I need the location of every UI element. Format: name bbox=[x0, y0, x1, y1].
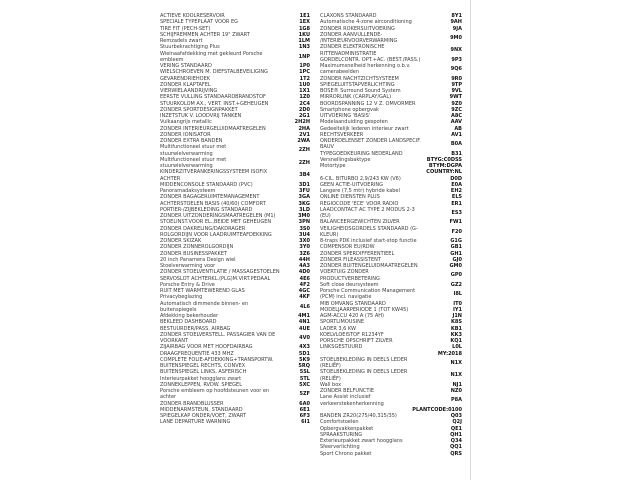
option-code: 4M1 bbox=[298, 313, 310, 319]
option-code: Q03 bbox=[450, 413, 462, 419]
option-description: INZETSTUK V. LOODVRIJ TANKEN bbox=[160, 113, 242, 119]
option-code: N1X bbox=[450, 372, 462, 379]
option-code: 2V1 bbox=[299, 131, 310, 138]
option-description: 8-traps PDK inclusief start-stop functie bbox=[320, 238, 417, 244]
option-description: AGM-ACCU 420 A (75 AH) bbox=[320, 313, 384, 319]
option-code: 1U0 bbox=[298, 81, 310, 88]
option-description: KOELVLOEISTOF R1234YF bbox=[320, 331, 384, 338]
equipment-row bbox=[160, 157, 310, 170]
option-description: ZONDER DAKRELING/DAKDRAGER bbox=[160, 225, 246, 232]
option-code: GH1 bbox=[450, 250, 462, 257]
option-description: ZONDER KLAPTAFEL bbox=[160, 81, 211, 88]
option-description: VEILIGHEIDSGORDELS STANDAARD (G-KLEUR) bbox=[320, 225, 418, 238]
option-code: EL5 bbox=[451, 194, 462, 201]
option-description: Comfortstoelen bbox=[320, 419, 359, 426]
option-code: GJ0 bbox=[452, 256, 462, 263]
option-code: ES3 bbox=[451, 209, 462, 216]
option-description: ZONDER UITZONDERINGSMAATREGELEN (M1) bbox=[160, 213, 276, 219]
option-description: WIELSCHROEVEN M. DIEFSTALBEVEILIGING bbox=[160, 69, 268, 76]
option-code: 1NP bbox=[298, 53, 310, 60]
option-code: F20 bbox=[451, 228, 462, 235]
page-edge-divider bbox=[470, 0, 471, 480]
option-description: ZONDER ROKERSUITVOERING bbox=[320, 25, 395, 32]
option-description: Porsche Entry & Drive bbox=[160, 281, 215, 288]
option-code: 3U4 bbox=[298, 231, 310, 238]
option-code: E0A bbox=[451, 181, 462, 188]
option-description: Soft close deursysteem bbox=[320, 281, 379, 288]
option-code: J1N bbox=[452, 313, 462, 319]
option-description: ZONDER EXTRA BANDEN bbox=[160, 138, 223, 144]
option-code: 1LM bbox=[298, 38, 310, 44]
option-description: BALANCEERGEWICHTEN ZILVER bbox=[320, 219, 400, 226]
option-code: QE1 bbox=[450, 425, 462, 432]
option-code: GP0 bbox=[450, 272, 462, 279]
option-description: VERING STANDAARD bbox=[160, 63, 212, 69]
option-code: 1PC bbox=[299, 69, 310, 76]
option-description: Panoramadaksysteem bbox=[160, 188, 216, 194]
option-description: MODELJAARPERIODE 1 (TOT KW45) bbox=[320, 306, 409, 313]
option-description: GEEN ACTIE-UITVOERING bbox=[320, 181, 384, 188]
option-description: ZONDER FILEASSISTENT bbox=[320, 256, 381, 263]
option-code: MY:2018 bbox=[437, 350, 462, 357]
option-description: Gedeeltelijk lederen interieur zwart bbox=[320, 125, 409, 132]
option-code: A8C bbox=[450, 113, 462, 119]
option-code: COUNTRY:NL bbox=[426, 169, 462, 176]
option-description: Versnellingsbaktype bbox=[320, 156, 371, 163]
option-description: STOELINST.VOOR EL.,BEIDE MET GEHEUGEN bbox=[160, 219, 272, 226]
option-description: ZONDER INTERIEURGELUIDMAATREGELEN bbox=[160, 125, 266, 132]
option-code: 9AH bbox=[450, 19, 462, 26]
option-code: 3FU bbox=[299, 188, 310, 194]
option-description: ZIJAIRBAG VOOR MET HOOFDAIRBAG bbox=[160, 344, 253, 351]
option-code: 4E6 bbox=[299, 275, 310, 282]
option-description: SCHIJFREMMEN ACHTER 19" ZWART bbox=[160, 31, 250, 38]
option-code: G1G bbox=[450, 238, 462, 244]
option-description: Stoelverwarming voor bbox=[160, 263, 216, 269]
option-code: 5K9 bbox=[299, 356, 310, 363]
option-code: 2D0 bbox=[298, 106, 310, 113]
option-code: IY1 bbox=[453, 306, 462, 313]
option-code: 5RQ bbox=[298, 363, 310, 369]
option-description: Lane Assist inclusief verkeerstekenherkenning bbox=[320, 394, 384, 407]
option-code: Q34 bbox=[450, 438, 462, 444]
option-description: LINKSGESTUURD bbox=[320, 344, 363, 351]
option-description: ACTIEVE KOOLRESERVOIR bbox=[160, 13, 225, 19]
equipment-row bbox=[320, 63, 462, 76]
option-description: KINDERZITVERANKERINGSSYSTEEM ISOFIX ACHTER bbox=[160, 169, 268, 182]
option-description: ZONNEKLEPPEN, RVDW. SPIEGEL bbox=[160, 381, 242, 388]
option-description: BANDEN ZR20(275/40,315/35) bbox=[320, 413, 397, 419]
option-code: 2ZH bbox=[298, 147, 310, 154]
option-code: 4N1 bbox=[298, 319, 310, 326]
option-code: 5SL bbox=[299, 369, 310, 376]
option-description: Maximumsnelheid herkenning o.b.v. camerabeelden bbox=[320, 63, 411, 76]
option-code: 1Z0 bbox=[299, 94, 310, 101]
option-description: ZONDER NACHTZICHTSYSTEEM bbox=[320, 75, 399, 82]
option-code: GZ2 bbox=[450, 281, 462, 288]
equipment-row bbox=[160, 169, 310, 182]
option-description: STOELBEKLEDING IN DEELS LEDER (RELIËF) bbox=[320, 356, 408, 369]
option-description: GEVARENDRIEHOEK bbox=[160, 75, 211, 82]
option-code: GB1 bbox=[450, 244, 462, 251]
option-code: 1E1 bbox=[299, 13, 310, 19]
option-description: Afdekking bekerhouder bbox=[160, 313, 219, 319]
option-code: 4UE bbox=[299, 325, 310, 332]
option-code: D0D bbox=[450, 175, 462, 182]
option-description: Sport Chrono pakket bbox=[320, 450, 372, 457]
equipment-row bbox=[320, 357, 462, 370]
option-description: PORTIER-/ZIJBEKLEDING STANDAARD bbox=[160, 206, 253, 213]
option-code: ER1 bbox=[451, 200, 462, 207]
option-description: RECHTSVERKEER bbox=[320, 131, 364, 138]
option-code: 5TL bbox=[299, 375, 310, 382]
option-code: 3D1 bbox=[298, 181, 310, 188]
option-description: ONLINE DIENSTEN PLUS bbox=[320, 194, 380, 201]
option-code: 4A3 bbox=[299, 263, 310, 269]
option-code: B31 bbox=[451, 150, 462, 157]
option-description: COMPENSOR EU/RDW bbox=[320, 244, 375, 251]
option-code: KB1 bbox=[450, 325, 462, 332]
option-description: MIB OMVANG STANDAARD bbox=[320, 300, 386, 307]
option-code: 1P0 bbox=[299, 63, 310, 69]
option-code: K8S bbox=[451, 319, 462, 326]
option-description: EERSTE VULLING STANDAARDBRANDSTOF bbox=[160, 94, 266, 101]
option-description: BUITENSPIEGEL LINKS, ASFERISCH bbox=[160, 369, 247, 376]
option-code: N1X bbox=[450, 359, 462, 366]
option-description: ZONDER BUSINESSPAKKET bbox=[160, 250, 228, 257]
option-description: Automatisch dimmende binnen- en buitenspiegels bbox=[160, 300, 249, 313]
option-code: 3B4 bbox=[299, 172, 310, 179]
option-code: 5D1 bbox=[298, 350, 310, 357]
option-description: Multifunctioneel stuur met stuurwielverwarming bbox=[160, 156, 227, 169]
option-description: Exterieurpakket zwart hoogglans bbox=[320, 438, 403, 444]
equipment-row bbox=[320, 226, 462, 239]
option-code: 6A0 bbox=[299, 400, 310, 407]
equipment-row bbox=[320, 269, 462, 282]
option-description: ZONDER ELEKTRONISCHE RITTENADMINISTRATIE bbox=[320, 44, 385, 57]
option-code: 9WT bbox=[449, 94, 462, 101]
option-code: 4KF bbox=[299, 294, 310, 301]
option-description: ZONDER STOELVERSTELL. PASSAGIER VAN DE VOORKANT bbox=[160, 331, 276, 344]
option-code: PLANTCODE:0100 bbox=[412, 406, 462, 413]
option-code: 3Z6 bbox=[299, 250, 310, 257]
option-code: 3X0 bbox=[299, 238, 310, 244]
option-description: RUIT MET WARMTEWEREND GLAS bbox=[160, 288, 245, 294]
option-code: QRS bbox=[450, 450, 462, 457]
equipment-row bbox=[320, 138, 462, 151]
vehicle-equipment-list bbox=[160, 13, 462, 457]
option-description: LADER 3,6 KW bbox=[320, 325, 356, 332]
equipment-row bbox=[320, 44, 462, 57]
option-code: AAV bbox=[450, 119, 462, 126]
equipment-row bbox=[320, 207, 462, 220]
equipment-row bbox=[320, 369, 462, 382]
option-code: 5ZF bbox=[299, 391, 310, 398]
option-code: KQ1 bbox=[450, 338, 462, 344]
option-code: 9Z0 bbox=[451, 100, 462, 107]
option-code: 3KG bbox=[298, 200, 310, 207]
option-description: Wall box bbox=[320, 381, 342, 388]
option-code: NZ0 bbox=[450, 388, 462, 394]
option-description: CLAXONS STANDAARD bbox=[320, 13, 377, 19]
option-code: 1T2 bbox=[299, 75, 310, 82]
option-code: 2G1 bbox=[298, 113, 310, 119]
option-code: 4X3 bbox=[299, 344, 310, 351]
option-code: 9TP bbox=[451, 81, 462, 88]
equipment-column-right bbox=[320, 13, 462, 457]
option-code: 4GC bbox=[298, 288, 310, 294]
equipment-row bbox=[160, 419, 310, 425]
option-description: Interieurpakket hoogglans zwart bbox=[160, 375, 242, 382]
option-description: Opbergvakkenpakket bbox=[320, 425, 374, 432]
equipment-row bbox=[160, 144, 310, 157]
option-description: Smartphone opbergvak bbox=[320, 106, 379, 113]
option-code: 4V0 bbox=[299, 334, 310, 341]
equipment-row bbox=[320, 451, 462, 457]
option-code: 2C4 bbox=[299, 100, 310, 107]
option-code: 6I1 bbox=[301, 419, 310, 426]
option-description: Sfeerverlichting bbox=[320, 444, 360, 451]
option-description: ZONDER BELFUNCTIE bbox=[320, 388, 375, 394]
option-code: 44H bbox=[298, 256, 310, 263]
option-description: ZONDER STOELVENTILATIE / MASSAGESTOELEN bbox=[160, 269, 280, 276]
option-description: COMPLETE FOLIE-AFDEKKING+TRANSPORTW. bbox=[160, 356, 274, 363]
option-description: SPIEGELKAP ONDER/VOET, ZWART bbox=[160, 413, 247, 419]
option-description: STUURKOLOM AX., VERT. INST.+GEHEUGEN bbox=[160, 100, 269, 107]
option-code: 4F2 bbox=[299, 281, 310, 288]
option-description: STOELBEKLEDING IN DEELS LEDER (RELIËF) bbox=[320, 369, 408, 382]
option-code: 9ZC bbox=[451, 106, 462, 113]
option-code: EH2 bbox=[450, 188, 462, 194]
option-code: 2WA bbox=[297, 138, 310, 144]
equipment-row bbox=[160, 51, 310, 64]
option-code: 3GA bbox=[298, 194, 310, 201]
option-code: 2H2H bbox=[294, 119, 310, 126]
option-description: MIDDENARMSTEUN, STANDAARD bbox=[160, 406, 243, 413]
option-description: DRAAGFREQUENTIE 433 MHZ bbox=[160, 350, 234, 357]
option-description: Multifunctioneel stuur met stuurwielverwarming bbox=[160, 144, 227, 157]
option-description: ZONDER BRANDBLUSSER bbox=[160, 400, 224, 407]
option-description: VOERTUIG ZONDER PRODUCTVERBETERING bbox=[320, 269, 380, 282]
option-description: SPECIALE TYPEPLAAT VOOR EG bbox=[160, 19, 239, 26]
option-description: SPORTLIMOUSINE bbox=[320, 319, 365, 326]
option-code: QQ1 bbox=[450, 444, 462, 451]
option-description: SERVOSLOT ACHTERKL.(PLG)M.VIRT.PEDAAL bbox=[160, 275, 271, 282]
option-code: QH1 bbox=[450, 431, 462, 438]
option-description: LANE DEPARTURE WARNING bbox=[160, 419, 231, 426]
option-description: Motortype bbox=[320, 163, 346, 169]
option-code: BTYG:C0DSS bbox=[426, 156, 462, 163]
option-description: Stuurbekrachtiging Plus bbox=[160, 44, 220, 51]
option-description: Privacybeglazing bbox=[160, 294, 203, 301]
option-code: 1KU bbox=[298, 31, 310, 38]
option-code: 3M0 bbox=[298, 213, 310, 219]
equipment-row bbox=[160, 332, 310, 345]
option-description: ZONDER BUITENGELUIDMAATREGELEN bbox=[320, 263, 418, 269]
option-code: AB bbox=[454, 125, 462, 132]
option-code: 9M0 bbox=[450, 34, 462, 41]
option-code: IT0 bbox=[453, 300, 462, 307]
option-code: 6F3 bbox=[299, 413, 310, 419]
option-description: BEKLEED DASHBOARD bbox=[160, 319, 217, 326]
option-description: BOORDSPANNING 12 V Z. OMVORMER bbox=[320, 100, 416, 107]
option-description: SPRAAKSTURING bbox=[320, 431, 363, 438]
option-description: ZONDER BAGAGERUIMTEMANAGEMENT bbox=[160, 194, 260, 201]
option-code: 8Y1 bbox=[451, 13, 462, 19]
option-description: Automatische 4-zone airconditioning bbox=[320, 19, 412, 26]
option-description: SPIEGELUITSTAPVERLICHTING bbox=[320, 81, 395, 88]
option-description: ACHTERSTOELEN BASIS (40/60) COMFORT bbox=[160, 200, 266, 207]
option-code: 4L6 bbox=[299, 303, 310, 310]
option-code: 9Q6 bbox=[450, 66, 462, 73]
option-code: 9P3 bbox=[451, 56, 462, 63]
option-description: ROLGORDIJN VOOR LAADRUIMTEAFDEKKING bbox=[160, 231, 272, 238]
option-description: ZONDER IONISATOR bbox=[160, 131, 211, 138]
option-description: ONDERDELENSET ZONDER LANDSPECIF. BAUV bbox=[320, 138, 421, 151]
option-description: GORDELCONTR. OPT.+AC. (BEST./PASS.) bbox=[320, 56, 421, 63]
option-code: NJ1 bbox=[452, 381, 462, 388]
option-description: ZONDER ZONNEROLGORDIJN bbox=[160, 244, 234, 251]
equipment-row bbox=[320, 288, 462, 301]
option-code: FW1 bbox=[449, 219, 462, 226]
option-code: 3LD bbox=[299, 206, 310, 213]
equipment-row bbox=[160, 301, 310, 314]
option-description: BOSE® Surround Sound System bbox=[320, 88, 401, 94]
option-description: 6-CIL. BITURBO 2,9/243 KW (V6) bbox=[320, 175, 401, 182]
option-code: 3Y0 bbox=[299, 244, 310, 251]
option-description: Langere (7,5 mtr) hybride kabel bbox=[320, 188, 400, 194]
option-description: Vulkaangrijs metallic bbox=[160, 119, 212, 126]
option-code: 9NX bbox=[450, 47, 462, 54]
option-code: Q2J bbox=[452, 419, 462, 426]
option-description: ZONDER AANVULLENDE- /INTERIEURVOORVERWARMING bbox=[320, 31, 398, 44]
option-code: 1N3 bbox=[298, 44, 310, 51]
option-code: I8L bbox=[453, 291, 462, 298]
option-code: B0A bbox=[450, 141, 462, 148]
option-code: 3PN bbox=[298, 219, 310, 226]
option-code: L0L bbox=[452, 344, 462, 351]
option-description: ZONDER SPERDIFFERENTIEEL bbox=[320, 250, 395, 257]
option-description: TYPEGOEDKEURING NEDERLAND bbox=[320, 150, 403, 157]
option-code: 6E1 bbox=[299, 406, 310, 413]
option-description: MIDDENCONSOLE STANDAARD (PVC) bbox=[160, 181, 253, 188]
option-code: 2HA bbox=[298, 125, 310, 132]
equipment-row bbox=[160, 388, 310, 401]
option-code: 1EX bbox=[299, 19, 310, 26]
option-description: Remzadels zwart bbox=[160, 38, 203, 44]
option-code: BTYM:DGPA bbox=[428, 163, 462, 169]
option-code: 9JA bbox=[452, 25, 462, 32]
option-code: 4D0 bbox=[298, 269, 310, 276]
option-code: 3S0 bbox=[299, 225, 310, 232]
option-description: BESTUURDER/PASS. AIRBAG bbox=[160, 325, 231, 332]
option-description: VIERWIELAANDRIJVING bbox=[160, 88, 218, 94]
option-code: P8A bbox=[450, 397, 462, 404]
option-description: ZONDER SPORTDESIGNPAKKET bbox=[160, 106, 238, 113]
option-description: LAADCONTACT AC TYPE 2 MODUS 2-3 (EU) bbox=[320, 206, 415, 219]
option-description: Modelaanduiding gespoten bbox=[320, 119, 388, 126]
option-description: Porsche embleem op hoofdsteunen voor en achter bbox=[160, 388, 270, 401]
option-code: 9R0 bbox=[451, 75, 462, 82]
option-description: Wielnaafafdekking met gekleurd Porsche embleem bbox=[160, 50, 263, 63]
option-description: TIRE FIT (PECH-SET) bbox=[160, 25, 211, 32]
option-description: MIRRORLINK (CARPLAY/GAL) bbox=[320, 94, 392, 101]
option-description: UITVOERING 'BASIS' bbox=[320, 113, 371, 119]
option-code: AV1 bbox=[451, 131, 462, 138]
option-description: Porsche Communication Management (PCM) incl. navigatie bbox=[320, 288, 416, 301]
option-code: 5XC bbox=[299, 381, 310, 388]
option-description: 20 inch Panamera Design wiel bbox=[160, 256, 236, 263]
option-code: 1G8 bbox=[298, 25, 310, 32]
equipment-column-left bbox=[160, 13, 310, 457]
option-code: KK3 bbox=[450, 331, 462, 338]
option-description: BUITENSPIEGEL RECHTS, CONVEX bbox=[160, 363, 246, 369]
option-code: 9VL bbox=[451, 88, 462, 94]
option-description: REGIOCODE 'ECE' VOOR RADIO bbox=[320, 200, 399, 207]
option-code: 2ZH bbox=[298, 159, 310, 166]
option-code: 1X1 bbox=[299, 88, 310, 94]
option-code: GM0 bbox=[449, 263, 462, 269]
equipment-row bbox=[320, 32, 462, 45]
equipment-row bbox=[320, 394, 462, 407]
option-description: PORSCHE OPSCHRIFT ZILVER bbox=[320, 338, 393, 344]
option-description: ZONDER SKIZAK bbox=[160, 238, 202, 244]
